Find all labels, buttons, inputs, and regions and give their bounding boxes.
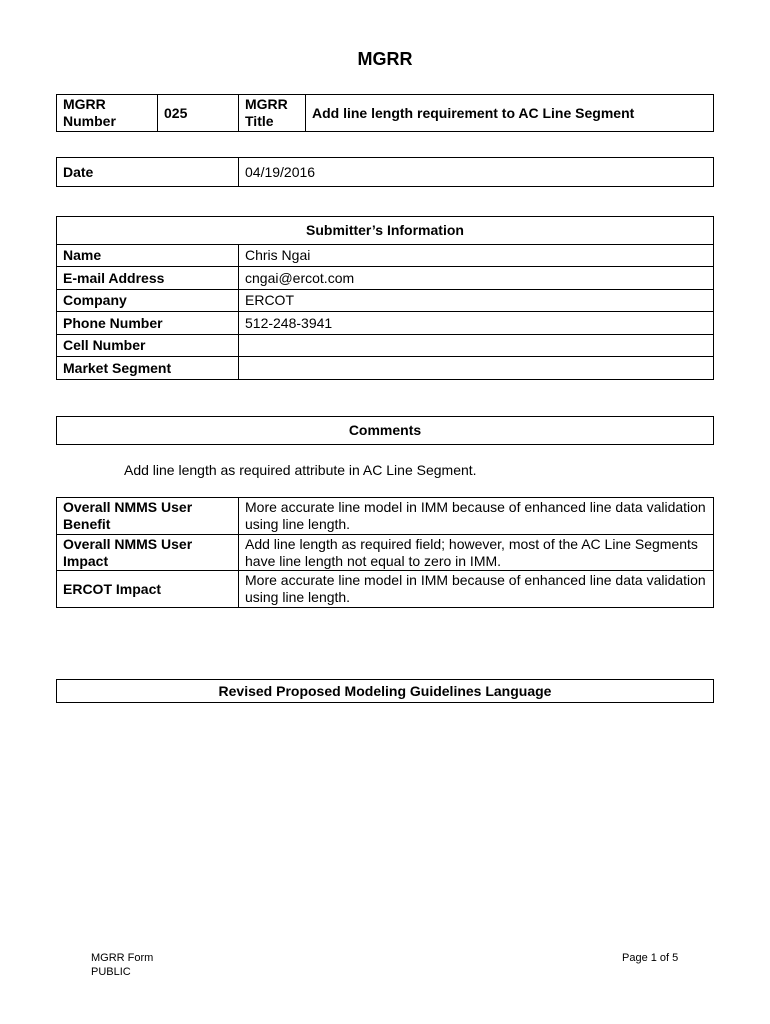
company-label: Company <box>57 290 239 312</box>
submitter-heading: Submitter’s Information <box>57 217 714 245</box>
company-value: ERCOT <box>239 290 714 312</box>
market-segment-label: Market Segment <box>57 357 239 380</box>
comments-table <box>56 416 714 445</box>
revised-language-heading: Revised Proposed Modeling Guidelines Language <box>57 680 714 703</box>
submitter-table <box>56 216 714 380</box>
email-label: E-mail Address <box>57 267 239 290</box>
footer-classification: PUBLIC <box>91 966 131 978</box>
ercot-impact-value: More accurate line model in IMM because of enhanced line data validation using line length. <box>239 571 714 608</box>
name-label: Name <box>57 245 239 267</box>
footer-page-number: Page 1 of 5 <box>622 952 679 964</box>
document-title: MGRR <box>357 49 413 69</box>
cell-label: Cell Number <box>57 335 239 357</box>
user-benefit-value: More accurate line model in IMM because of enhanced line data validation using line length. <box>239 498 714 535</box>
mgrr-number-value: 025 <box>158 95 239 132</box>
ercot-impact-label: ERCOT Impact <box>57 571 239 608</box>
phone-label: Phone Number <box>57 312 239 335</box>
cell-value <box>239 335 714 357</box>
mgrr-title-value: Add line length requirement to AC Line Segment <box>306 95 714 132</box>
market-segment-value <box>239 357 714 380</box>
mgrr-title-label: MGRR Title <box>239 95 306 132</box>
footer-left <box>91 951 153 979</box>
date-table <box>56 157 714 187</box>
mgrr-number-label: MGRR Number <box>57 95 158 132</box>
name-value: Chris Ngai <box>239 245 714 267</box>
phone-value: 512-248-3941 <box>239 312 714 335</box>
comments-heading: Comments <box>57 417 714 445</box>
footer-form-name: MGRR Form <box>91 952 154 964</box>
date-label: Date <box>57 158 239 187</box>
user-impact-value: Add line length as required field; however, most of the AC Line Segments have line length not equal to zero in IMM. <box>239 535 714 571</box>
email-value: cngai@ercot.com <box>239 267 714 290</box>
revised-language-table <box>56 679 714 703</box>
mgrr-header-table <box>56 94 714 132</box>
date-value: 04/19/2016 <box>239 158 714 187</box>
comments-text: Add line length as required attribute in AC Line Segment. <box>124 462 477 478</box>
user-benefit-label: Overall NMMS User Benefit <box>57 498 239 535</box>
user-impact-label: Overall NMMS User Impact <box>57 535 239 571</box>
impacts-table <box>56 497 714 608</box>
